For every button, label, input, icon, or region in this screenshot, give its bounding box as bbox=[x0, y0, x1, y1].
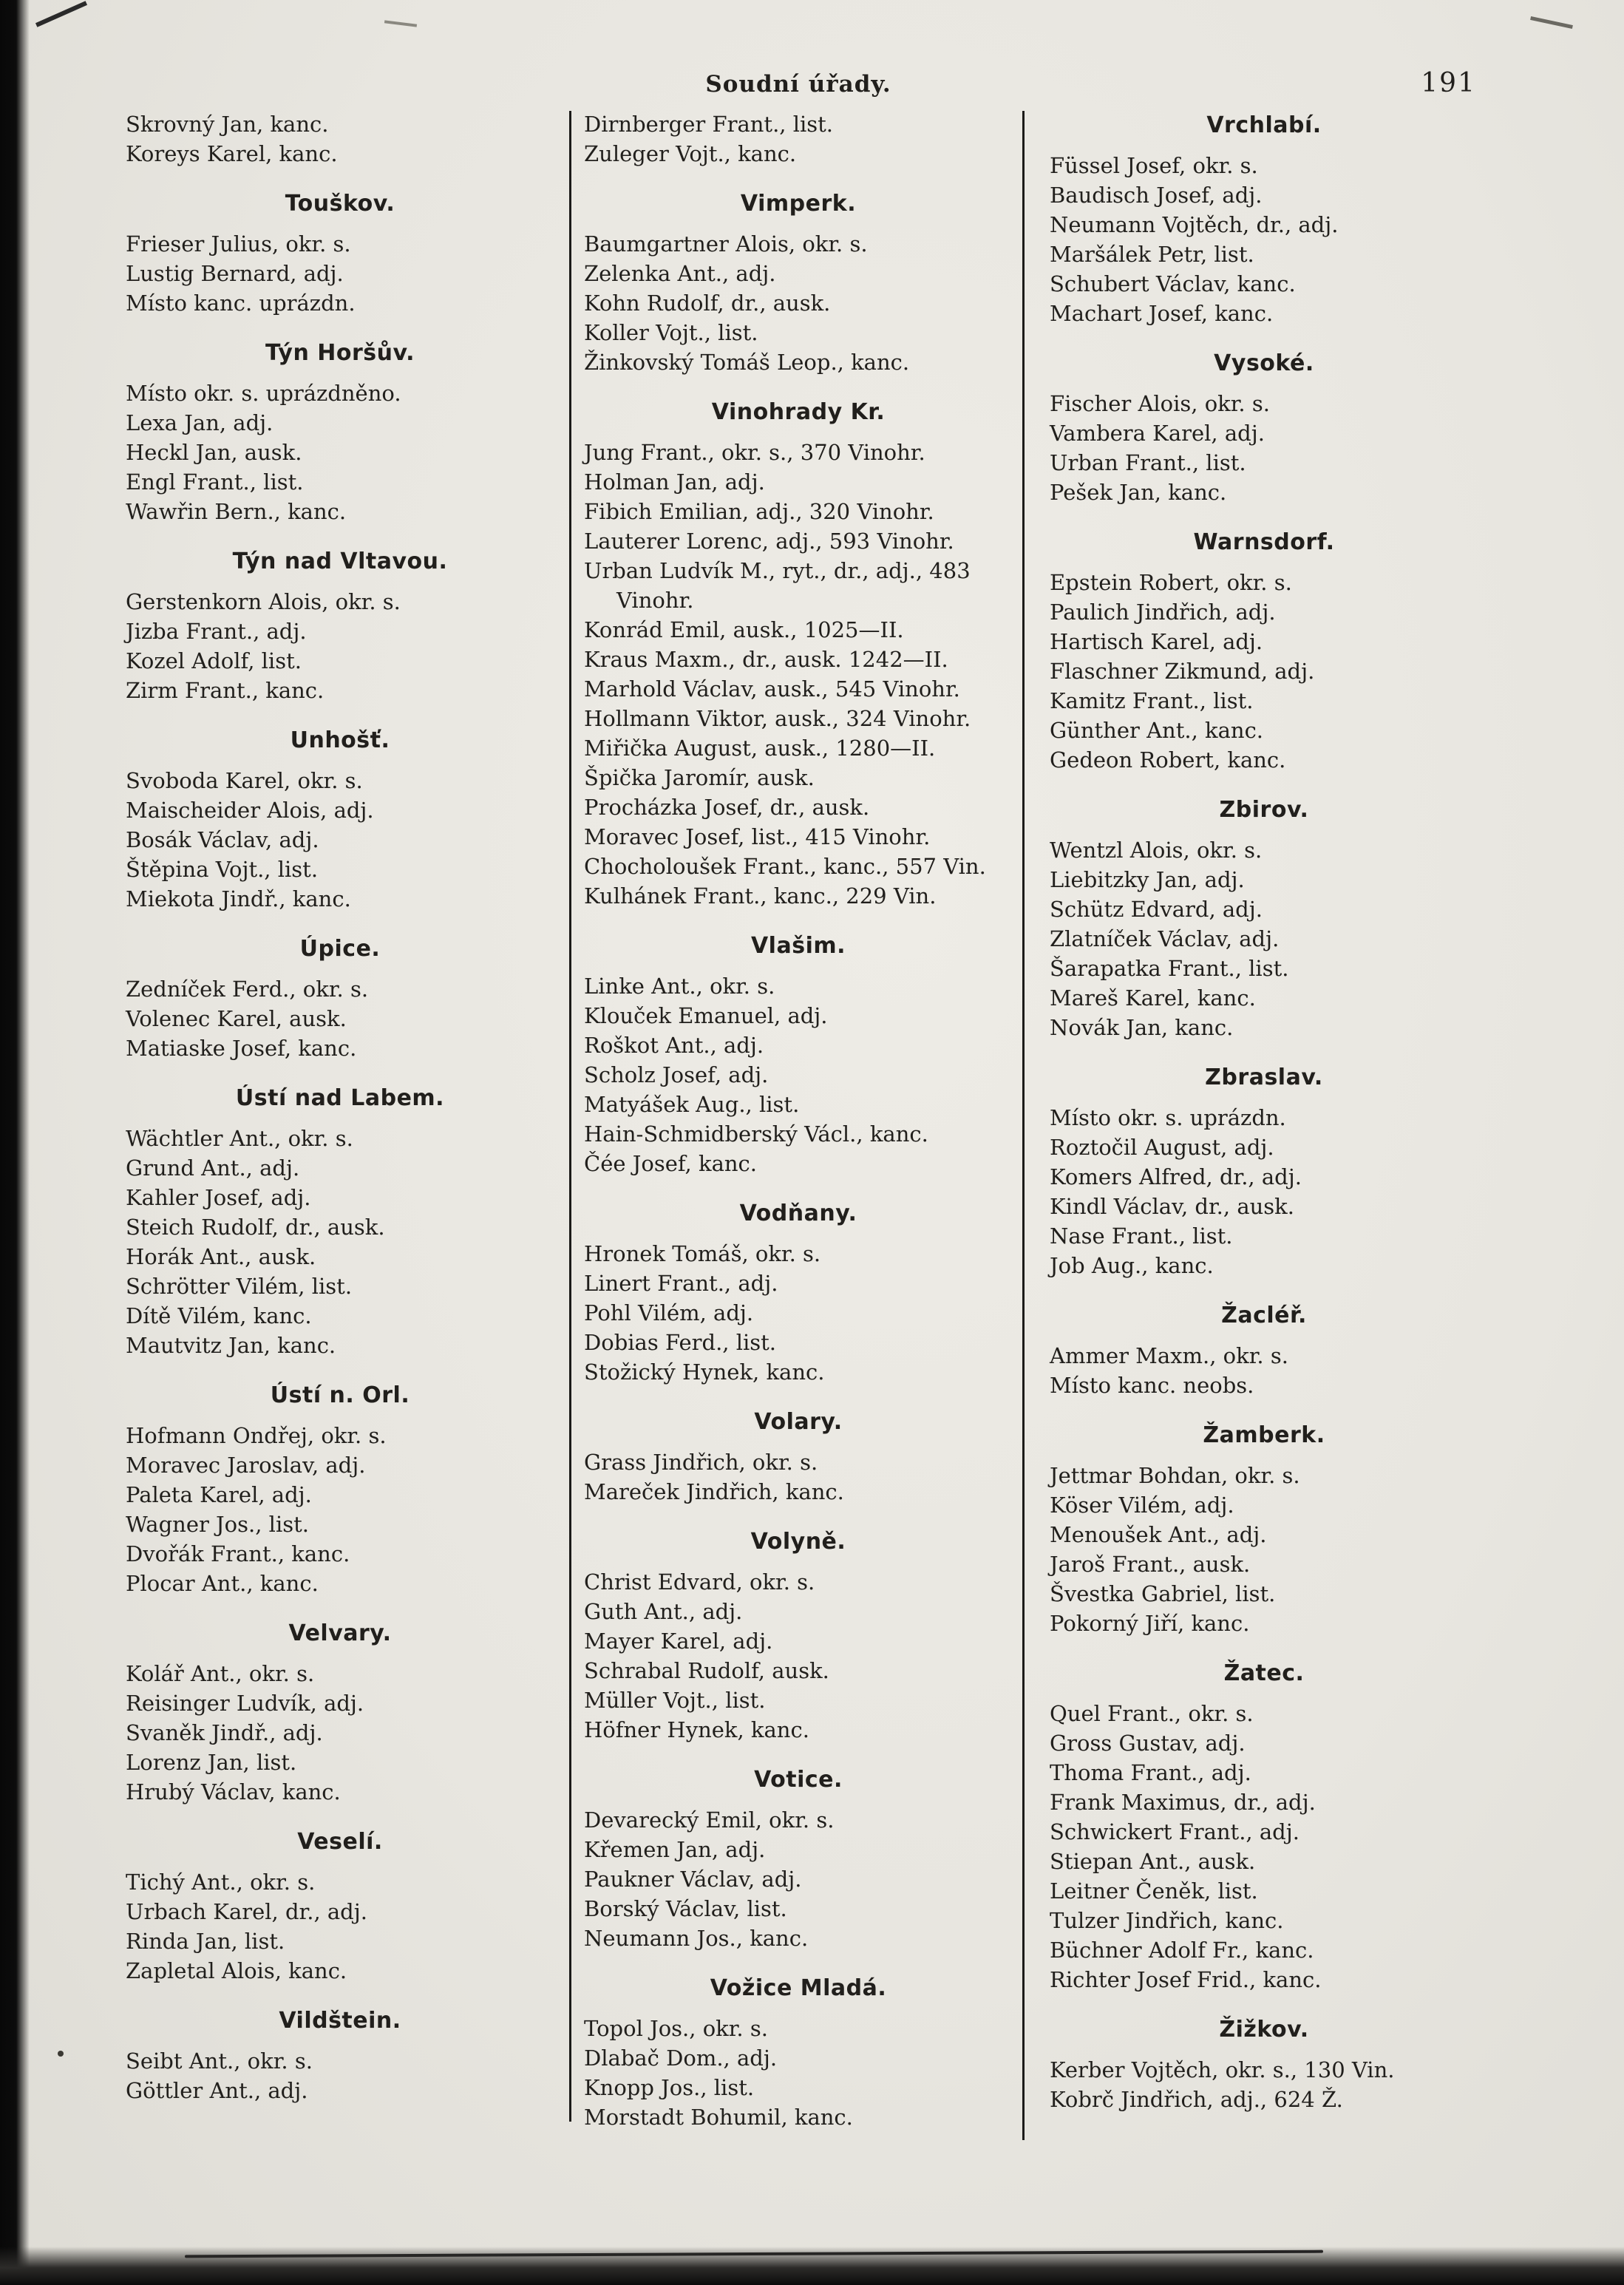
directory-entry: Miekota Jindř., kanc. bbox=[126, 886, 351, 911]
section-title: Volyně. bbox=[750, 1529, 846, 1555]
directory-entry: Linert Frant., adj. bbox=[584, 1271, 778, 1296]
section-title: Zbraslav. bbox=[1205, 1065, 1323, 1090]
directory-entry: Pokorný Jiří, kanc. bbox=[1050, 1611, 1250, 1636]
section-title: Veselí. bbox=[297, 1829, 383, 1855]
directory-entry: Frank Maximus, dr., adj. bbox=[1050, 1790, 1316, 1815]
directory-entry: Kohn Rudolf, dr., ausk. bbox=[584, 291, 831, 316]
section-title: Votice. bbox=[754, 1767, 843, 1793]
directory-entry: Zirm Frant., kanc. bbox=[126, 678, 325, 703]
section-title: Žacléř. bbox=[1221, 1303, 1307, 1328]
section-title: Vrchlabí. bbox=[1206, 112, 1322, 138]
section-title: Vinohrady Kr. bbox=[711, 399, 886, 425]
section-title: Touškov. bbox=[285, 191, 395, 217]
directory-entry: Devarecký Emil, okr. s. bbox=[584, 1807, 835, 1833]
directory-entry: Gedeon Robert, kanc. bbox=[1050, 747, 1286, 773]
directory-entry: Büchner Adolf Fr., kanc. bbox=[1050, 1938, 1314, 1963]
directory-entry: Matyášek Aug., list. bbox=[584, 1092, 800, 1117]
directory-entry: Zapletal Alois, kanc. bbox=[126, 1958, 347, 1983]
directory-entry: Kraus Maxm., dr., ausk. 1242—II. bbox=[584, 647, 948, 672]
directory-entry: Místo kanc. uprázdn. bbox=[126, 291, 356, 316]
directory-entry: Linke Ant., okr. s. bbox=[584, 974, 775, 999]
directory-entry: Marhold Václav, ausk., 545 Vinohr. bbox=[584, 676, 960, 702]
section-title: Žižkov. bbox=[1219, 2017, 1309, 2043]
directory-entry: Koreys Karel, kanc. bbox=[126, 141, 338, 166]
directory-entry: Seibt Ant., okr. s. bbox=[126, 2048, 313, 2074]
page-number: 191 bbox=[1421, 68, 1476, 98]
directory-entry: Guth Ant., adj. bbox=[584, 1599, 743, 1624]
directory-entry: Müller Vojt., list. bbox=[584, 1688, 766, 1713]
directory-entry: Konrád Emil, ausk., 1025—II. bbox=[584, 617, 904, 642]
directory-entry: Lauterer Lorenc, adj., 593 Vinohr. bbox=[584, 529, 954, 554]
directory-entry: Quel Frant., okr. s. bbox=[1050, 1701, 1254, 1726]
directory-entry: Pohl Vilém, adj. bbox=[584, 1300, 754, 1325]
section-title: Žamberk. bbox=[1203, 1422, 1325, 1448]
directory-entry: Čée Josef, kanc. bbox=[584, 1151, 757, 1176]
directory-entry: Günther Ant., kanc. bbox=[1050, 718, 1264, 743]
directory-entry: Moravec Jaroslav, adj. bbox=[126, 1453, 366, 1478]
directory-entry: Job Aug., kanc. bbox=[1050, 1253, 1214, 1278]
directory-entry: Zuleger Vojt., kanc. bbox=[584, 141, 797, 166]
section-title: Vodňany. bbox=[739, 1201, 857, 1226]
directory-entry: Stožický Hynek, kanc. bbox=[584, 1359, 825, 1385]
directory-entry: Scholz Josef, adj. bbox=[584, 1062, 769, 1087]
directory-entry: Dobias Ferd., list. bbox=[584, 1330, 777, 1355]
directory-entry: Jung Frant., okr. s., 370 Vinohr. bbox=[584, 440, 925, 465]
page-column bbox=[584, 109, 1013, 2132]
page-header-title: Soudní úřady. bbox=[705, 71, 891, 98]
directory-entry: Neumann Jos., kanc. bbox=[584, 1926, 809, 1951]
directory-entry: Grund Ant., adj. bbox=[126, 1155, 300, 1181]
directory-entry: Hollmann Viktor, ausk., 324 Vinohr. bbox=[584, 706, 971, 731]
section-title: Úpice. bbox=[299, 936, 381, 962]
directory-entry: Mautvitz Jan, kanc. bbox=[126, 1333, 336, 1358]
directory-entry: Fibich Emilian, adj., 320 Vinohr. bbox=[584, 499, 934, 524]
directory-entry: Mareš Karel, kanc. bbox=[1050, 985, 1256, 1011]
directory-entry: Pešek Jan, kanc. bbox=[1050, 480, 1227, 505]
directory-entry: Hofmann Ondřej, okr. s. bbox=[126, 1423, 387, 1448]
directory-entry: Místo okr. s. uprázdn. bbox=[1050, 1105, 1286, 1130]
section-title: Vysoké. bbox=[1214, 350, 1314, 376]
directory-entry: Frieser Julius, okr. s. bbox=[126, 231, 351, 257]
directory-entry: Maršálek Petr, list. bbox=[1050, 242, 1254, 267]
directory-entry: Kobrč Jindřich, adj., 624 Ž. bbox=[1050, 2087, 1343, 2112]
directory-entry: Schubert Václav, kanc. bbox=[1050, 271, 1296, 296]
page-column bbox=[126, 109, 554, 2105]
directory-entry: Dirnberger Frant., list. bbox=[584, 112, 834, 137]
directory-entry: Menoušek Ant., adj. bbox=[1050, 1522, 1267, 1547]
directory-entry: Nase Frant., list. bbox=[1050, 1223, 1233, 1249]
directory-entry: Lustig Bernard, adj. bbox=[126, 261, 344, 286]
directory-entry: Křemen Jan, adj. bbox=[584, 1837, 766, 1862]
section-title: Týn Horšův. bbox=[265, 340, 415, 366]
directory-entry: Kozel Adolf, list. bbox=[126, 648, 302, 673]
directory-entry: Jettmar Bohdan, okr. s. bbox=[1050, 1463, 1300, 1488]
directory-entry: Kamitz Frant., list. bbox=[1050, 688, 1254, 713]
directory-entry: Miřička August, ausk., 1280—II. bbox=[584, 736, 936, 761]
directory-entry: Vambera Karel, adj. bbox=[1050, 421, 1265, 446]
directory-entry: Gerstenkorn Alois, okr. s. bbox=[126, 589, 401, 614]
directory-entry: Machart Josef, kanc. bbox=[1050, 301, 1274, 326]
directory-entry: Schütz Edvard, adj. bbox=[1050, 897, 1263, 922]
directory-entry: Ammer Maxm., okr. s. bbox=[1050, 1343, 1288, 1368]
directory-entry: Švestka Gabriel, list. bbox=[1050, 1581, 1276, 1606]
directory-entry: Holman Jan, adj. bbox=[584, 469, 765, 495]
directory-entry: Zlatníček Václav, adj. bbox=[1050, 926, 1280, 951]
directory-entry: Baudisch Josef, adj. bbox=[1050, 183, 1263, 208]
directory-entry: Höfner Hynek, kanc. bbox=[584, 1717, 809, 1742]
directory-entry: Neumann Vojtěch, dr., adj. bbox=[1050, 212, 1339, 237]
directory-entry: Skrovný Jan, kanc. bbox=[126, 112, 329, 137]
page-bottom-shadow bbox=[0, 2247, 1624, 2285]
directory-entry: Mayer Karel, adj. bbox=[584, 1629, 773, 1654]
directory-entry: Göttler Ant., adj. bbox=[126, 2078, 308, 2103]
directory-entry: Dvořák Frant., kanc. bbox=[126, 1541, 350, 1566]
columns-container bbox=[126, 109, 1478, 2132]
section-title: Vlašim. bbox=[750, 933, 846, 959]
section-title: Žatec. bbox=[1223, 1660, 1305, 1686]
directory-entry: Štěpina Vojt., list. bbox=[126, 857, 319, 882]
directory-entry: Špička Jaromír, ausk. bbox=[584, 765, 815, 790]
page-column bbox=[1050, 109, 1478, 2114]
directory-entry: Stiepan Ant., ausk. bbox=[1050, 1849, 1256, 1874]
directory-entry: Jizba Frant., adj. bbox=[126, 619, 307, 644]
directory-entry: Christ Edvard, okr. s. bbox=[584, 1569, 815, 1595]
directory-entry: Borský Václav, list. bbox=[584, 1896, 787, 1921]
directory-entry: Kerber Vojtěch, okr. s., 130 Vin. bbox=[1050, 2057, 1395, 2082]
directory-entry: Hain-Schmidberský Václ., kanc. bbox=[584, 1121, 928, 1147]
directory-entry: Wentzl Alois, okr. s. bbox=[1050, 838, 1263, 863]
scan-artifact bbox=[58, 2051, 64, 2057]
directory-entry: Flaschner Zikmund, adj. bbox=[1050, 659, 1315, 684]
directory-entry: Žinkovský Tomáš Leop., kanc. bbox=[584, 350, 910, 375]
section-title: Ústí n. Orl. bbox=[270, 1382, 410, 1408]
directory-entry: Engl Frant., list. bbox=[126, 469, 304, 495]
directory-entry: Matiaske Josef, kanc. bbox=[126, 1036, 357, 1061]
directory-entry: Horák Ant., ausk. bbox=[126, 1244, 316, 1269]
directory-entry: Zedníček Ferd., okr. s. bbox=[126, 977, 369, 1002]
directory-entry: Klouček Emanuel, adj. bbox=[584, 1003, 828, 1028]
directory-entry: Roškot Ant., adj. bbox=[584, 1033, 764, 1058]
directory-entry: Rinda Jan, list. bbox=[126, 1929, 285, 1954]
directory-entry: Köser Vilém, adj. bbox=[1050, 1493, 1234, 1518]
directory-entry: Hartisch Karel, adj. bbox=[1050, 629, 1263, 654]
section-title: Zbirov. bbox=[1219, 797, 1309, 823]
directory-entry: Procházka Josef, dr., ausk. bbox=[584, 795, 870, 820]
section-title: Volary. bbox=[754, 1409, 843, 1435]
directory-entry: Kolář Ant., okr. s. bbox=[126, 1661, 315, 1686]
directory-entry: Bosák Václav, adj. bbox=[126, 827, 319, 852]
directory-entry: Schrabal Rudolf, ausk. bbox=[584, 1658, 829, 1683]
directory-entry: Schwickert Frant., adj. bbox=[1050, 1819, 1299, 1844]
directory-entry: Reisinger Ludvík, adj. bbox=[126, 1691, 364, 1716]
section-title: Vildštein. bbox=[279, 2008, 401, 2034]
directory-entry: Maischeider Alois, adj. bbox=[126, 798, 374, 823]
scan-artifact bbox=[384, 20, 417, 27]
directory-entry: Paukner Václav, adj. bbox=[584, 1867, 802, 1892]
directory-entry: Wächtler Ant., okr. s. bbox=[126, 1126, 353, 1151]
section-title: Týn nad Vltavou. bbox=[232, 549, 448, 574]
directory-entry: Knopp Jos., list. bbox=[584, 2075, 755, 2100]
directory-entry: Svoboda Karel, okr. s. bbox=[126, 768, 363, 793]
directory-entry: Lexa Jan, adj. bbox=[126, 410, 274, 435]
directory-entry: Kahler Josef, adj. bbox=[126, 1185, 311, 1210]
directory-entry: Urban Frant., list. bbox=[1050, 450, 1246, 475]
directory-entry: Baumgartner Alois, okr. s. bbox=[584, 231, 868, 257]
directory-entry: Lorenz Jan, list. bbox=[126, 1750, 297, 1775]
directory-entry: Tichý Ant., okr. s. bbox=[126, 1870, 316, 1895]
directory-entry: Tulzer Jindřich, kanc. bbox=[1050, 1908, 1284, 1933]
directory-entry: Heckl Jan, ausk. bbox=[126, 440, 302, 465]
section-title: Velvary. bbox=[288, 1620, 392, 1646]
directory-entry: Plocar Ant., kanc. bbox=[126, 1571, 319, 1596]
directory-entry: Hrubý Václav, kanc. bbox=[126, 1779, 341, 1804]
directory-entry: Jaroš Frant., ausk. bbox=[1050, 1552, 1251, 1577]
directory-entry: Dítě Vilém, kanc. bbox=[126, 1303, 312, 1328]
directory-entry: Mareček Jindřich, kanc. bbox=[584, 1479, 844, 1504]
directory-entry: Místo okr. s. uprázdněno. bbox=[126, 381, 401, 406]
directory-entry: Paleta Karel, adj. bbox=[126, 1482, 312, 1507]
directory-entry: Gross Gustav, adj. bbox=[1050, 1731, 1246, 1756]
directory-entry: Thoma Frant., adj. bbox=[1050, 1760, 1251, 1785]
directory-entry: Paulich Jindřich, adj. bbox=[1050, 600, 1276, 625]
directory-entry: Hronek Tomáš, okr. s. bbox=[584, 1241, 821, 1266]
page-binding-shadow bbox=[0, 0, 30, 2285]
section-title: Unhošť. bbox=[290, 727, 390, 753]
directory-entry: Leitner Čeněk, list. bbox=[1050, 1878, 1258, 1904]
directory-entry: Füssel Josef, okr. s. bbox=[1050, 153, 1258, 178]
directory-entry: Dlabač Dom., adj. bbox=[584, 2045, 778, 2071]
directory-entry: Schrötter Vilém, list. bbox=[126, 1274, 353, 1299]
section-title: Warnsdorf. bbox=[1193, 529, 1335, 555]
directory-entry: Wagner Jos., list. bbox=[126, 1512, 309, 1537]
directory-entry: Svaněk Jindř., adj. bbox=[126, 1720, 323, 1745]
directory-entry: Chocholoušek Frant., kanc., 557 Vin. bbox=[584, 854, 986, 879]
directory-entry: Místo kanc. neobs. bbox=[1050, 1373, 1254, 1398]
directory-entry: Morstadt Bohumil, kanc. bbox=[584, 2105, 853, 2130]
section-title: Vožice Mladá. bbox=[710, 1975, 887, 2001]
directory-entry: Richter Josef Frid., kanc. bbox=[1050, 1967, 1322, 1992]
section-title: Vimperk. bbox=[740, 191, 857, 217]
directory-entry: Kulhánek Frant., kanc., 229 Vin. bbox=[584, 883, 937, 909]
scan-artifact bbox=[35, 1, 87, 27]
directory-entry: Roztočil August, adj. bbox=[1050, 1135, 1274, 1160]
directory-entry: Kindl Václav, dr., ausk. bbox=[1050, 1194, 1294, 1219]
directory-entry: Topol Jos., okr. s. bbox=[584, 2016, 768, 2041]
directory-entry: Wawřin Bern., kanc. bbox=[126, 499, 347, 524]
directory-entry: Urban Ludvík M., ryt., dr., adj., 483 Vinohr. bbox=[584, 558, 971, 613]
directory-entry: Moravec Josef, list., 415 Vinohr. bbox=[584, 824, 931, 849]
directory-entry: Fischer Alois, okr. s. bbox=[1050, 391, 1270, 416]
section-title: Ústí nad Labem. bbox=[235, 1085, 445, 1111]
directory-entry: Koller Vojt., list. bbox=[584, 320, 758, 345]
directory-entry: Novák Jan, kanc. bbox=[1050, 1015, 1234, 1040]
directory-entry: Liebitzky Jan, adj. bbox=[1050, 867, 1245, 892]
directory-entry: Volenec Karel, ausk. bbox=[126, 1006, 347, 1031]
directory-entry: Zelenka Ant., adj. bbox=[584, 261, 776, 286]
directory-entry: Epstein Robert, okr. s. bbox=[1050, 570, 1292, 595]
scan-artifact bbox=[1530, 16, 1573, 29]
directory-entry: Urbach Karel, dr., adj. bbox=[126, 1899, 367, 1924]
directory-entry: Šarapatka Frant., list. bbox=[1050, 956, 1289, 981]
directory-entry: Komers Alfred, dr., adj. bbox=[1050, 1164, 1302, 1189]
directory-entry: Grass Jindřich, okr. s. bbox=[584, 1450, 818, 1475]
directory-entry: Steich Rudolf, dr., ausk. bbox=[126, 1215, 385, 1240]
